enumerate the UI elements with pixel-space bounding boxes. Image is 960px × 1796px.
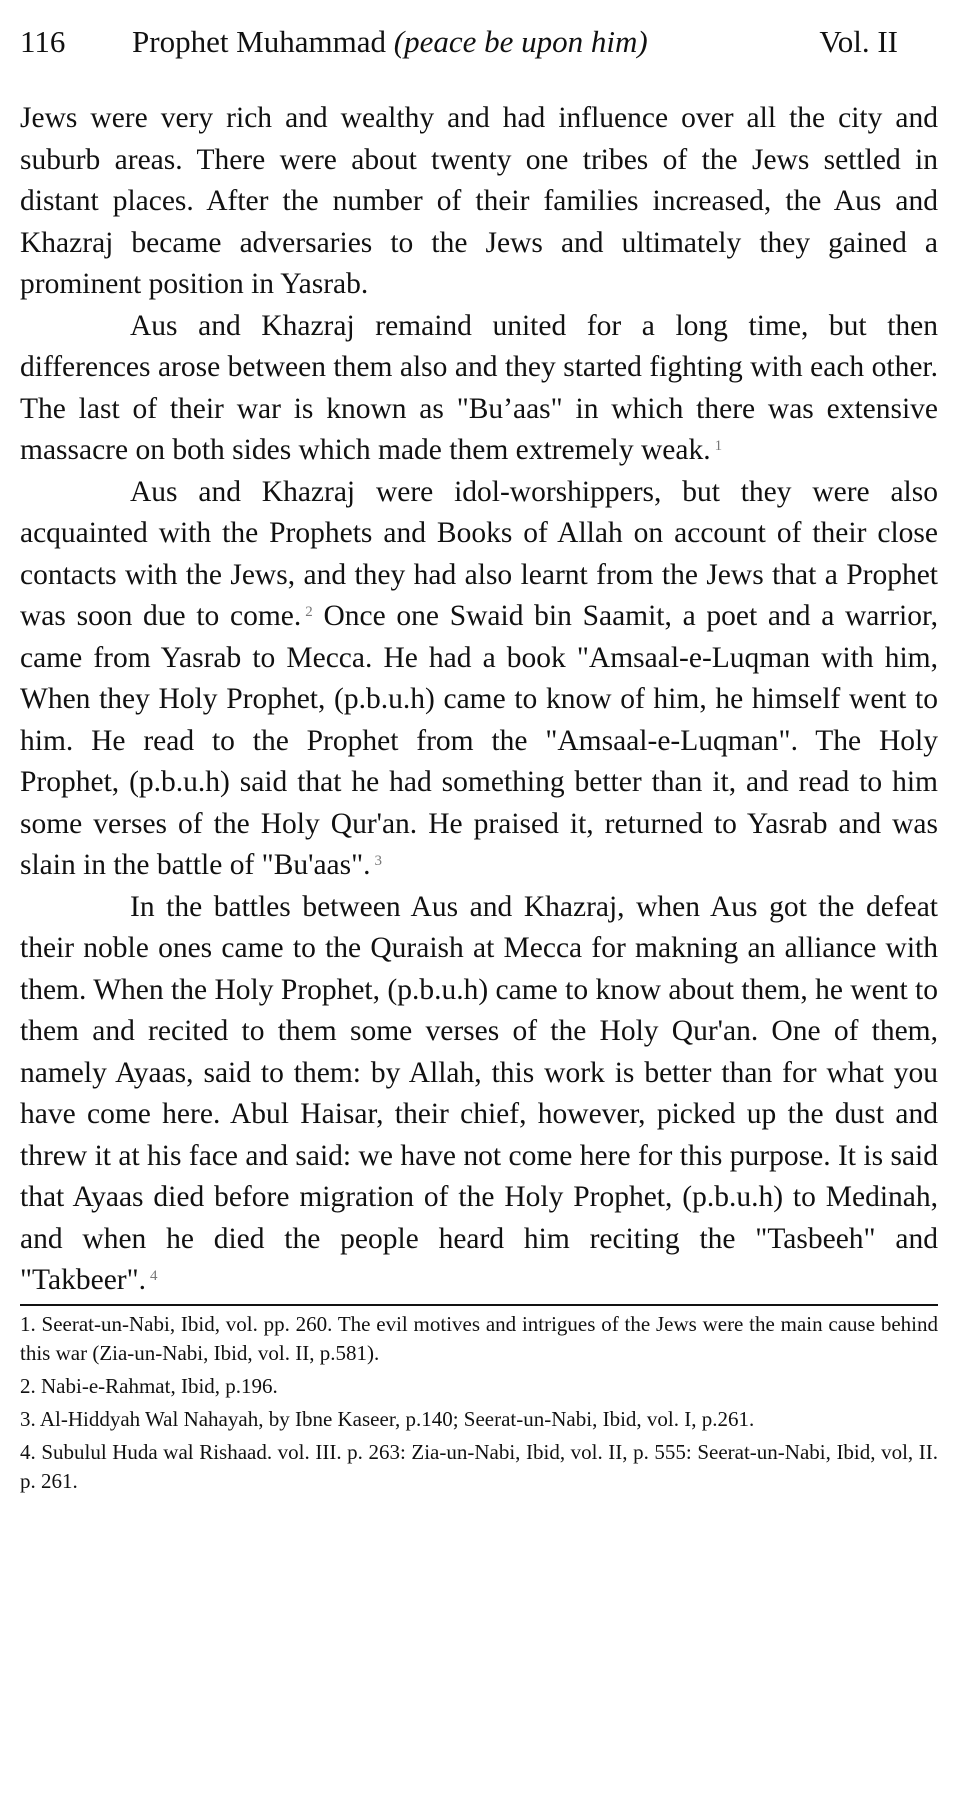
footnote: 3. Al-Hiddyah Wal Nahayah, by Ibne Kaseer, p.140; Seerat-un-Nabi, Ibid, vol. I, p.261.: [20, 1406, 755, 1431]
paragraph: [20, 887, 938, 1302]
running-title-italic: (peace be upon him): [393, 24, 648, 59]
running-header: [20, 22, 938, 62]
paragraph: [20, 472, 938, 887]
footnotes: [20, 1310, 938, 1496]
paragraph-text: In the battles between Aus and Khazraj, when Aus got the defeat their noble ones came to the Quraish at Mecca for makning an alliance with them. When the Holy Prophet, (p.b.u.h) came to know about them, he went to them and recited to them some verses of the Holy Qur'an. One of them, namely Ayaas, said to them: by Allah, this work is better than for what you have come here. Abul Haisar, their chief, however, picked up the dust and threw it at his face and said: we have not come here for this purpose. It is said that Ayaas died before migration of the Holy Prophet, (p.b.u.h) to Medinah, and when he died the people heard him reciting the "Tasbeeh" and "Takbeer".: [20, 890, 938, 1296]
footnote-ref: 3: [374, 853, 383, 869]
paragraph: [20, 98, 938, 306]
book-page: [20, 22, 938, 1500]
footnote: 4. Subulul Huda wal Rishaad. vol. III. p. 263: Zia-un-Nabi, Ibid, vol. II, p. 555: Seerat-un-Nabi, Ibid, vol, II. p. 261.: [20, 1439, 938, 1493]
footnote-divider: [20, 1304, 938, 1306]
footnote: 1. Seerat-un-Nabi, Ibid, vol. pp. 260. The evil motives and intrigues of the Jews were the main cause behind this war (Zia-un-Nabi, Ibid, vol. II, p.581).: [20, 1311, 938, 1365]
paragraph-text: Once one Swaid bin Saamit, a poet and a warrior, came from Yasrab to Mecca. He had a book "Amsaal-e-Luqman with him, When they Holy Prophet, (p.b.u.h) came to know of him, he himself went to him. He read to the Prophet from the "Amsaal-e-Luqman". The Holy Prophet, (p.b.u.h) said that he had something better than it, and read to him some verses of the Holy Qur'an. He praised it, returned to Yasrab and was slain in the battle of "Bu'aas".: [20, 600, 939, 881]
paragraph-text: Aus and Khazraj were idol-worshippers, but they were also acquainted with the Prophets and Books of Allah on account of their close contacts with the Jews, and they had also learnt from the Jews that a Prophet was soon due to come.: [20, 475, 938, 632]
running-title: [132, 22, 648, 62]
paragraph-text: Jews were very rich and wealthy and had influence over all the city and suburb areas. There were about twenty one tribes of the Jews settled in distant places. After the number of their families increased, the Aus and Khazraj became adversaries to the Jews and ultimately they gained a prominent position in Yasrab.: [20, 102, 938, 300]
running-title-plain: Prophet Muhammad: [132, 24, 394, 59]
page-number: 116: [20, 24, 66, 59]
footnote-ref: 4: [150, 1268, 158, 1284]
footnote: 2. Nabi-e-Rahmat, Ibid, p.196.: [20, 1373, 278, 1398]
footnote-ref: 2: [305, 604, 313, 620]
volume-label: Vol. II: [819, 24, 898, 59]
paragraph-text: Aus and Khazraj remaind united for a long time, but then differences arose between them also and they started fighting with each other. The last of their war is known as "Bu’aas" in which there was extensive massacre on both sides which made them extremely weak.: [20, 309, 938, 466]
body-text: [20, 98, 938, 1302]
paragraph: [20, 306, 938, 472]
footnote-ref: 1: [714, 438, 723, 454]
